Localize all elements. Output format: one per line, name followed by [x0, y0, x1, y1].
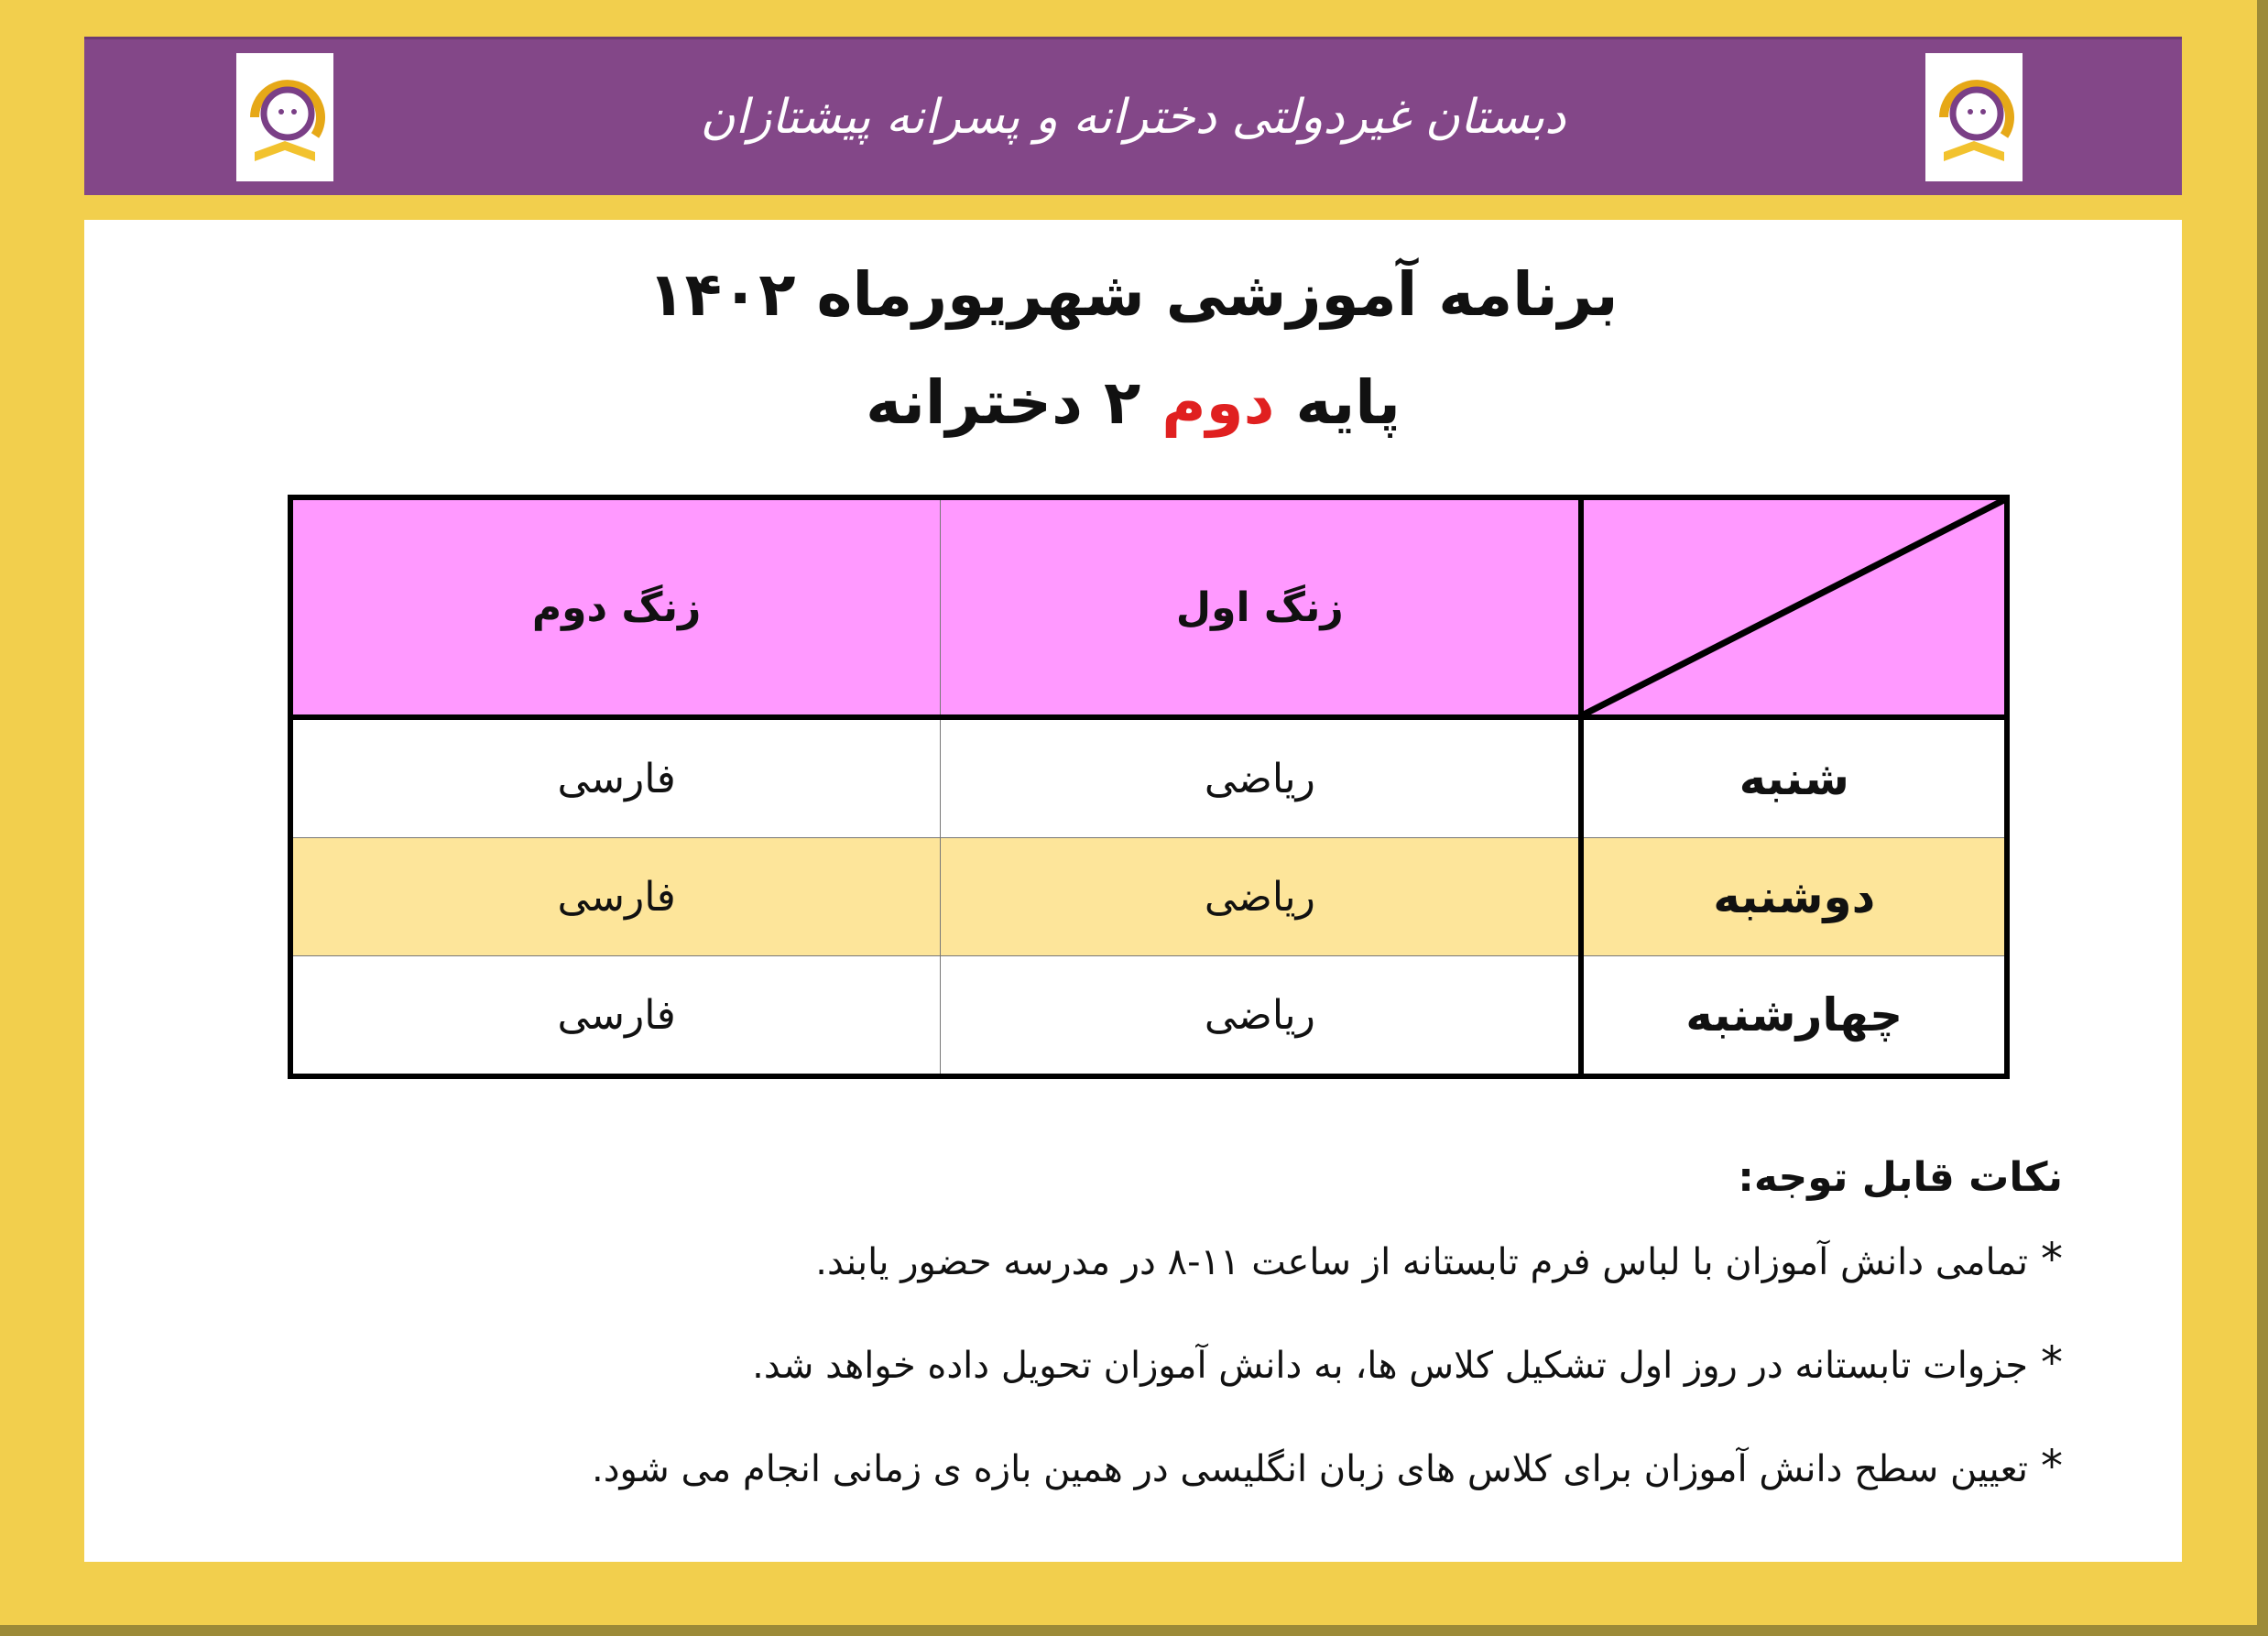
subject-cell: فارسی — [290, 717, 941, 838]
subject-cell: فارسی — [290, 838, 941, 956]
note-item — [231, 1439, 2063, 1497]
table-header-row — [290, 497, 2007, 717]
subject-cell: ریاضی — [941, 717, 1582, 838]
column-header: زنگ اول — [941, 497, 1582, 717]
subtitle-prefix: پایه — [1295, 367, 1401, 438]
subject-cell: فارسی — [290, 956, 941, 1077]
notes-heading: نکات قابل توجه: — [1738, 1154, 2063, 1201]
page-subtitle — [84, 357, 2182, 449]
day-cell: شنبه — [1581, 717, 2007, 838]
subject-cell: ریاضی — [941, 838, 1582, 956]
note-text: تمامی دانش آموزان با لباس فرم تابستانه از ساعت ۱۱-۸ در مدرسه حضور یابند. — [815, 1241, 2028, 1283]
subject-cell: ریاضی — [941, 956, 1582, 1077]
note-text: تعیین سطح دانش آموزان برای کلاس های زبان انگلیسی در همین بازه ی زمانی انجام می شود. — [592, 1448, 2028, 1490]
note-text: جزوات تابستانه در روز اول تشکیل کلاس ها، به دانش آموزان تحویل داده خواهد شد. — [752, 1345, 2028, 1387]
corner-cell — [1581, 497, 2007, 717]
note-marker: * — [2041, 1441, 2063, 1492]
table-row — [290, 717, 2007, 838]
school-logo-icon — [236, 53, 333, 181]
note-marker: * — [2041, 1337, 2063, 1389]
page-title: برنامه آموزشی شهریورماه ۱۴۰۲ — [648, 259, 1619, 330]
note-marker: * — [2041, 1234, 2063, 1285]
notes-section — [231, 1154, 2063, 1543]
note-item — [231, 1336, 2063, 1393]
day-cell: چهارشنبه — [1581, 956, 2007, 1077]
school-name: دبستان غیردولتی دخترانه و پسرانه پیشتازان — [700, 90, 1566, 145]
subtitle-class: ۲ دخترانه — [866, 367, 1141, 438]
subtitle-grade: دوم — [1161, 367, 1275, 438]
note-item — [231, 1232, 2063, 1290]
content-panel — [84, 220, 2182, 1562]
column-header: زنگ دوم — [290, 497, 941, 717]
day-cell: دوشنبه — [1581, 838, 2007, 956]
table-row — [290, 956, 2007, 1077]
schedule-table — [288, 495, 2010, 1079]
header-banner — [84, 37, 2182, 195]
table-row — [290, 838, 2007, 956]
